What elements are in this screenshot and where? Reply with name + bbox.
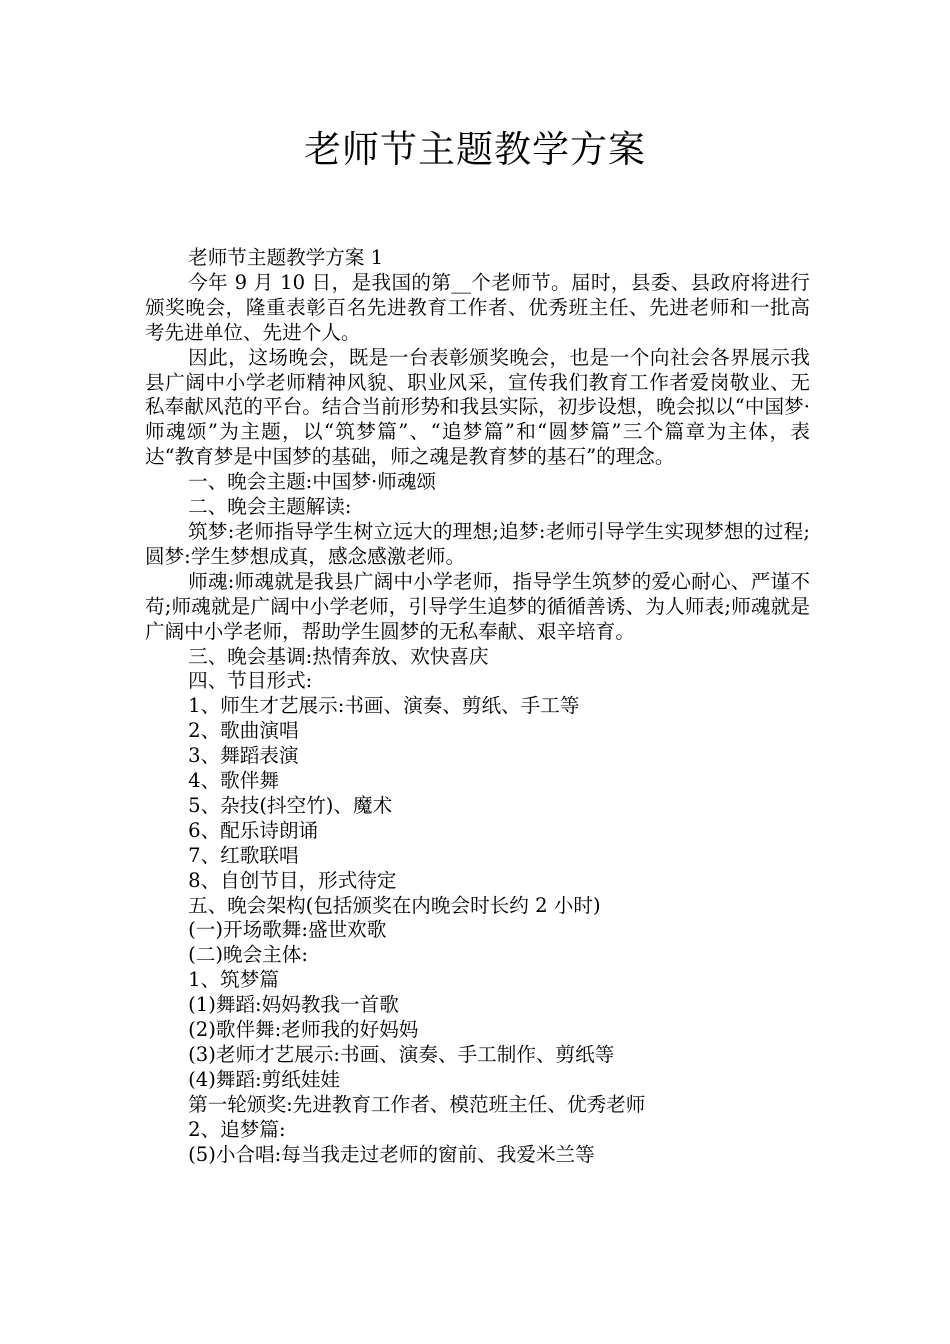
section-heading: 一、晚会主题:中国梦·师魂颂 bbox=[188, 470, 437, 494]
list-item: (4)舞蹈:剪纸娃娃 bbox=[188, 1067, 341, 1091]
list-item: (二)晚会主体: bbox=[188, 943, 308, 967]
intro-paragraph: 今年 9 月 10 日，是我国的第__个老师节。届时，县委、县政府将进行颁奖晚会，隆重表彰百名先进教育工作者、优秀班主任、先进老师和一批高考先进单位、先进个人。 bbox=[145, 270, 810, 344]
section-heading: 五、晚会架构(包括颁奖在内晚会时长约 2 小时) bbox=[188, 893, 601, 917]
body-paragraph: 师魂:师魂就是我县广阔中小学老师，指导学生筑梦的爱心耐心、严谨不苟;师魂就是广阔中小学老师，引导学生追梦的循循善诱、为人师表;师魂就是广阔中小学老师，帮助学生圆梦的无私奉献、艰辛培育。 bbox=[145, 569, 810, 643]
list-item: 6、配乐诗朗诵 bbox=[188, 818, 319, 842]
list-item: (一)开场歌舞:盛世欢歌 bbox=[188, 918, 387, 942]
document-title: 老师节主题教学方案 bbox=[304, 128, 646, 171]
list-item: 1、师生才艺展示:书画、演奏、剪纸、手工等 bbox=[188, 694, 580, 718]
section-heading: 四、节目形式: bbox=[188, 669, 313, 693]
list-item: 1、筑梦篇 bbox=[188, 968, 279, 992]
body-paragraph: 筑梦:老师指导学生树立远大的理想;追梦:老师引导学生实现梦想的过程;圆梦:学生梦想成真，感念感激老师。 bbox=[145, 519, 810, 568]
purpose-paragraph: 因此，这场晚会，既是一台表彰颁奖晚会，也是一个向社会各界展示我县广阔中小学老师精神风貌、职业风采，宣传我们教育工作者爱岗敬业、无私奉献风范的平台。结合当前形势和我县实际，初步设想，晚会拟以“中国梦·师魂颂”为主题，以“筑梦篇”、“追梦篇”和“圆梦篇”三个篇章为主体，表达“教育梦是中国梦的基础，师之魂是教育梦的基石”的理念。 bbox=[145, 345, 810, 469]
list-item: 2、歌曲演唱 bbox=[188, 719, 299, 743]
list-item: 第一轮颁奖:先进教育工作者、模范班主任、优秀老师 bbox=[188, 1092, 646, 1116]
list-item: (5)小合唱:每当我走过老师的窗前、我爱米兰等 bbox=[188, 1142, 595, 1166]
list-item: (3)老师才艺展示:书画、演奏、手工制作、剪纸等 bbox=[188, 1043, 615, 1066]
list-item: 8、自创节目，形式待定 bbox=[188, 868, 397, 892]
section-heading: 三、晚会基调:热情奔放、欢快喜庆 bbox=[188, 644, 489, 668]
document-body bbox=[145, 246, 810, 1168]
list-item: (1)舞蹈:妈妈教我一首歌 bbox=[188, 993, 399, 1017]
list-item: 3、舞蹈表演 bbox=[188, 744, 299, 768]
list-item: 2、追梦篇: bbox=[188, 1117, 286, 1141]
section-heading: 二、晚会主题解读: bbox=[188, 495, 352, 519]
list-item: (2)歌伴舞:老师我的好妈妈 bbox=[188, 1018, 419, 1042]
subtitle-paragraph: 老师节主题教学方案 1 bbox=[188, 246, 384, 269]
list-item: 4、歌伴舞 bbox=[188, 769, 279, 793]
list-item: 5、杂技(抖空竹)、魔术 bbox=[188, 793, 393, 817]
list-item: 7、红歌联唱 bbox=[188, 843, 299, 867]
